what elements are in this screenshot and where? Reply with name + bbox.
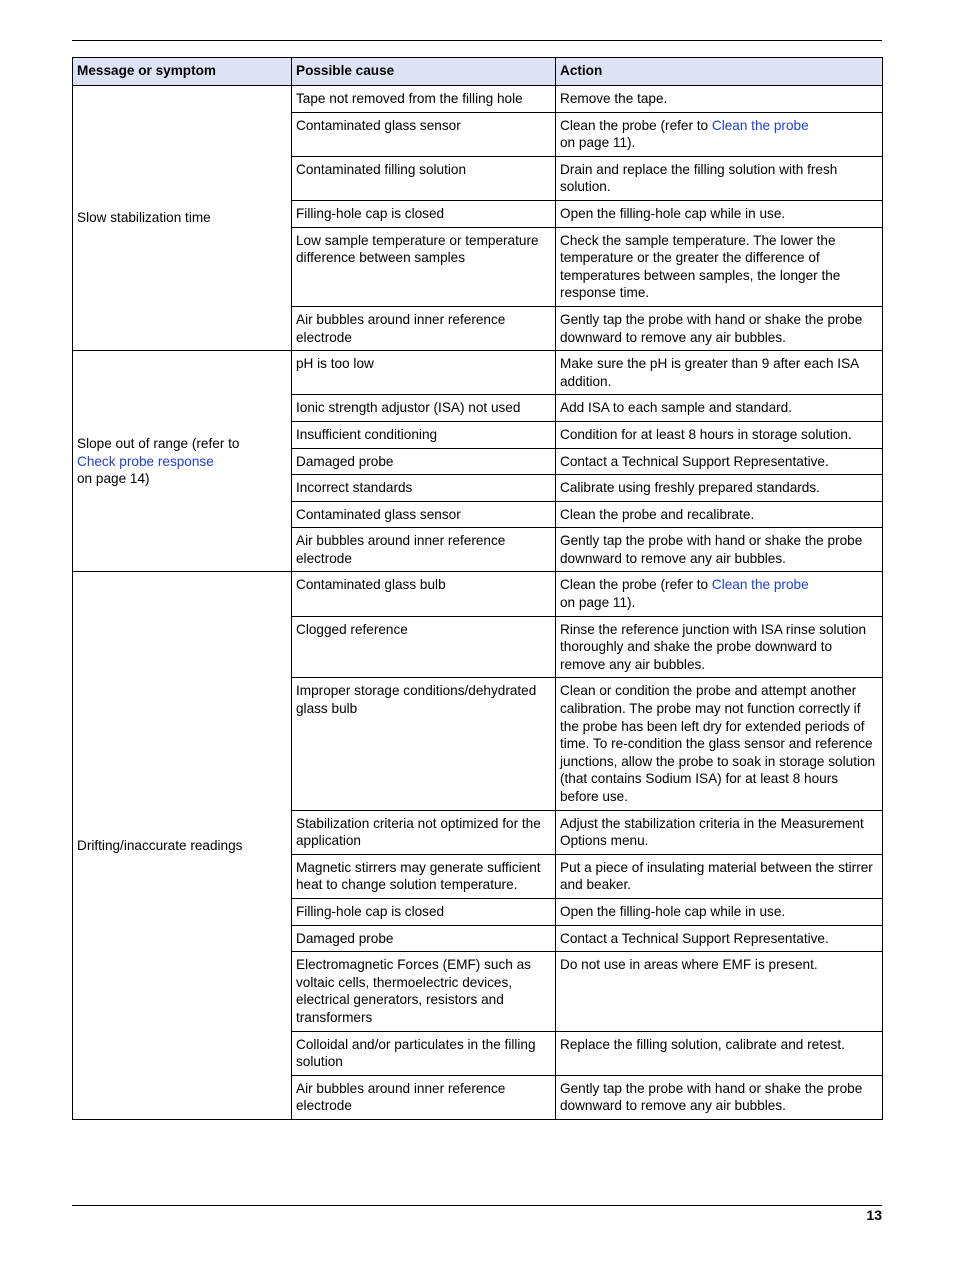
action-cell: Clean or condition the probe and attempt another calibration. The probe may not function correctly if the probe has been left dry for extended periods of time. To re-condition the glass sensor and reference junctions, allow the probe to soak in storage solution (that contains Sodium ISA) for at least 8 hours before use. — [556, 678, 883, 810]
action-text: on page 11). — [560, 595, 636, 611]
action-cell — [556, 572, 883, 616]
action-cell: Condition for at least 8 hours in storage solution. — [556, 421, 883, 448]
action-cell: Gently tap the probe with hand or shake the probe downward to remove any air bubbles. — [556, 306, 883, 350]
clean-probe-link[interactable]: Clean the probe — [711, 577, 809, 593]
table-header-row — [73, 58, 883, 86]
cause-cell: Air bubbles around inner reference electrode — [292, 528, 556, 572]
troubleshooting-table — [72, 57, 883, 1120]
table-row — [73, 86, 883, 113]
clean-probe-link[interactable]: Clean the probe — [711, 117, 809, 133]
cause-cell: Air bubbles around inner reference electrode — [292, 306, 556, 350]
cause-cell: Damaged probe — [292, 448, 556, 475]
cause-cell: Filling-hole cap is closed — [292, 898, 556, 925]
action-cell: Clean the probe and recalibrate. — [556, 501, 883, 528]
cause-cell: Low sample temperature or temperature difference between samples — [292, 227, 556, 306]
action-cell: Make sure the pH is greater than 9 after each ISA addition. — [556, 351, 883, 395]
cause-cell: Magnetic stirrers may generate sufficient heat to change solution temperature. — [292, 854, 556, 898]
cause-cell: Filling-hole cap is closed — [292, 200, 556, 227]
action-cell: Contact a Technical Support Representative. — [556, 925, 883, 952]
action-cell: Do not use in areas where EMF is present. — [556, 952, 883, 1031]
cause-cell: Contaminated glass sensor — [292, 501, 556, 528]
action-cell: Adjust the stabilization criteria in the Measurement Options menu. — [556, 810, 883, 854]
action-text: Clean the probe (refer to — [560, 577, 712, 593]
column-header-cause: Possible cause — [292, 58, 556, 86]
action-cell: Gently tap the probe with hand or shake the probe downward to remove any air bubbles. — [556, 1075, 883, 1119]
symptom-cell: Drifting/inaccurate readings — [73, 572, 292, 1119]
cause-cell: Contaminated filling solution — [292, 156, 556, 200]
action-cell: Remove the tape. — [556, 86, 883, 113]
symptom-text: Slope out of range (refer to — [77, 435, 240, 451]
cause-cell: Contaminated glass bulb — [292, 572, 556, 616]
symptom-cell — [73, 351, 292, 572]
footer-rule — [72, 1205, 882, 1206]
action-cell: Open the filling-hole cap while in use. — [556, 200, 883, 227]
cause-cell: Stabilization criteria not optimized for the application — [292, 810, 556, 854]
cause-cell: Damaged probe — [292, 925, 556, 952]
action-cell: Put a piece of insulating material between the stirrer and beaker. — [556, 854, 883, 898]
action-cell: Add ISA to each sample and standard. — [556, 395, 883, 422]
check-probe-response-link[interactable]: Check probe response — [77, 453, 214, 469]
action-cell: Open the filling-hole cap while in use. — [556, 898, 883, 925]
symptom-text: on page 14) — [77, 471, 150, 487]
table-row — [73, 572, 883, 616]
action-cell: Check the sample temperature. The lower the temperature or the greater the difference of temperatures between samples, the longer the response time. — [556, 227, 883, 306]
cause-text: Improper storage conditions/dehydrated glass bulb — [296, 683, 537, 717]
cause-cell: pH is too low — [292, 351, 556, 395]
cause-cell: Ionic strength adjustor (ISA) not used — [292, 395, 556, 422]
action-cell: Gently tap the probe with hand or shake the probe downward to remove any air bubbles. — [556, 528, 883, 572]
header-rule — [72, 40, 882, 41]
action-cell — [556, 112, 883, 156]
action-cell: Contact a Technical Support Representative. — [556, 448, 883, 475]
symptom-cell: Slow stabilization time — [73, 86, 292, 351]
action-text: on page 11). — [560, 135, 636, 151]
cause-cell: Colloidal and/or particulates in the filling solution — [292, 1031, 556, 1075]
page-number: 13 — [866, 1207, 882, 1223]
column-header-action: Action — [556, 58, 883, 86]
cause-cell: Contaminated glass sensor — [292, 112, 556, 156]
action-cell: Calibrate using freshly prepared standards. — [556, 475, 883, 502]
action-cell: Replace the filling solution, calibrate and retest. — [556, 1031, 883, 1075]
column-header-symptom: Message or symptom — [73, 58, 292, 86]
cause-cell: Clogged reference — [292, 616, 556, 678]
action-cell: Drain and replace the filling solution with fresh solution. — [556, 156, 883, 200]
cause-cell — [292, 678, 556, 810]
table-row — [73, 351, 883, 395]
cause-cell: Tape not removed from the filling hole — [292, 86, 556, 113]
cause-cell: Insufficient conditioning — [292, 421, 556, 448]
cause-cell: Air bubbles around inner reference electrode — [292, 1075, 556, 1119]
cause-cell: Electromagnetic Forces (EMF) such as voltaic cells, thermoelectric devices, electrical generators, resistors and transformers — [292, 952, 556, 1031]
cause-cell: Incorrect standards — [292, 475, 556, 502]
action-text: Clean the probe (refer to — [560, 117, 712, 133]
action-cell: Rinse the reference junction with ISA rinse solution thoroughly and shake the probe downward to remove any air bubbles. — [556, 616, 883, 678]
